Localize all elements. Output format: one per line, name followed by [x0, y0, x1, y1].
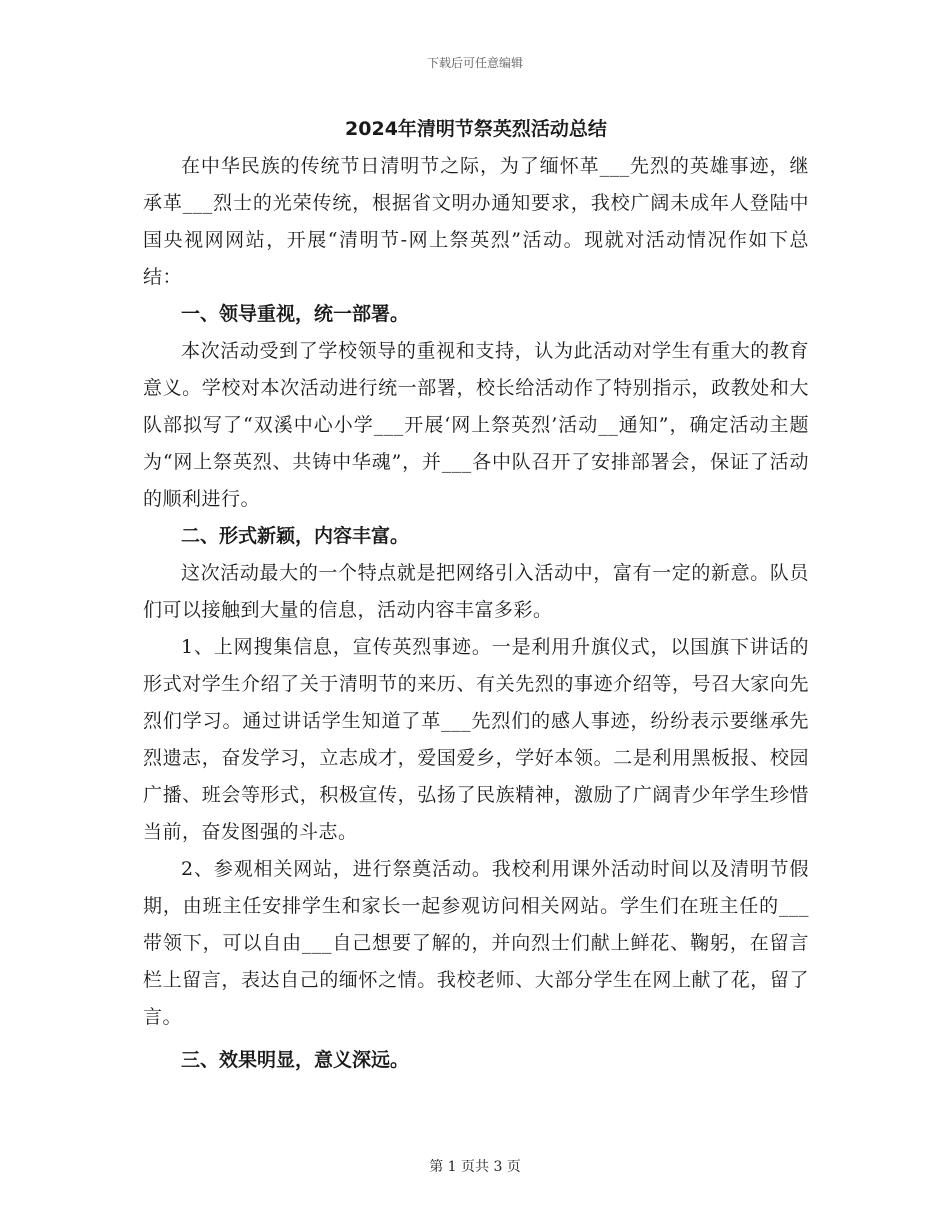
page-header: 下载后可任意编辑	[426, 56, 523, 70]
item-2-paragraph: 2、参观相关网站，进行祭奠活动。我校利用课外活动时间以及清明节假期，由班主任安排学生和家长一起参观访问相关网站。学生们在班主任的___带领下，可以自由___自己想要了解的，并向烈士们献上鲜花、鞠躬，在留言栏上留言，表达自己的缅怀之情。我校老师、大部分学生在网上献了花，留了言。	[143, 858, 809, 1028]
section-1-paragraph: 本次活动受到了学校领导的重视和支持，认为此活动对学生有重大的教育意义。学校对本次活动进行统一部署，校长给活动作了特别指示，政教处和大队部拟写了“双溪中心小学___开展‘网上祭英烈’活动__通知”，确定活动主题为“网上祭英烈、共铸中华魂”，并___各中队召开了安排部署会，保证了活动的顺利进行。	[143, 340, 809, 510]
document-body	[143, 114, 809, 1079]
section-heading-3: 三、效果明显，意义深远。	[181, 1049, 410, 1071]
intro-paragraph: 在中华民族的传统节日清明节之际，为了缅怀革___先烈的英雄事迹，继承革___烈士的光荣传统，根据省文明办通知要求，我校广阔未成年人登陆中国央视网网站，开展“清明节-网上祭英烈”活动。现就对活动情况作如下总结：	[143, 155, 809, 288]
section-heading-1: 一、领导重视，统一部署。	[181, 303, 410, 325]
section-2-paragraph: 这次活动最大的一个特点就是把网络引入活动中，富有一定的新意。队员们可以接触到大量的信息，活动内容丰富多彩。	[143, 562, 809, 621]
item-1-paragraph: 1、上网搜集信息，宣传英烈事迹。一是利用升旗仪式，以国旗下讲话的形式对学生介绍了关于清明节的来历、有关先烈的事迹介绍等，号召大家向先烈们学习。通过讲话学生知道了革___先烈们的感人事迹，纷纷表示要继承先烈遗志，奋发学习，立志成才，爱国爱乡，学好本领。二是利用黑板报、校园广播、班会等形式，积极宣传，弘扬了民族精神，激励了广阔青少年学生珍惜当前，奋发图强的斗志。	[143, 636, 809, 843]
page-number: 第 1 页共 3 页	[429, 1159, 521, 1175]
document-title: 2024年清明节祭英烈活动总结	[345, 118, 607, 140]
section-heading-2: 二、形式新颖，内容丰富。	[181, 525, 410, 547]
